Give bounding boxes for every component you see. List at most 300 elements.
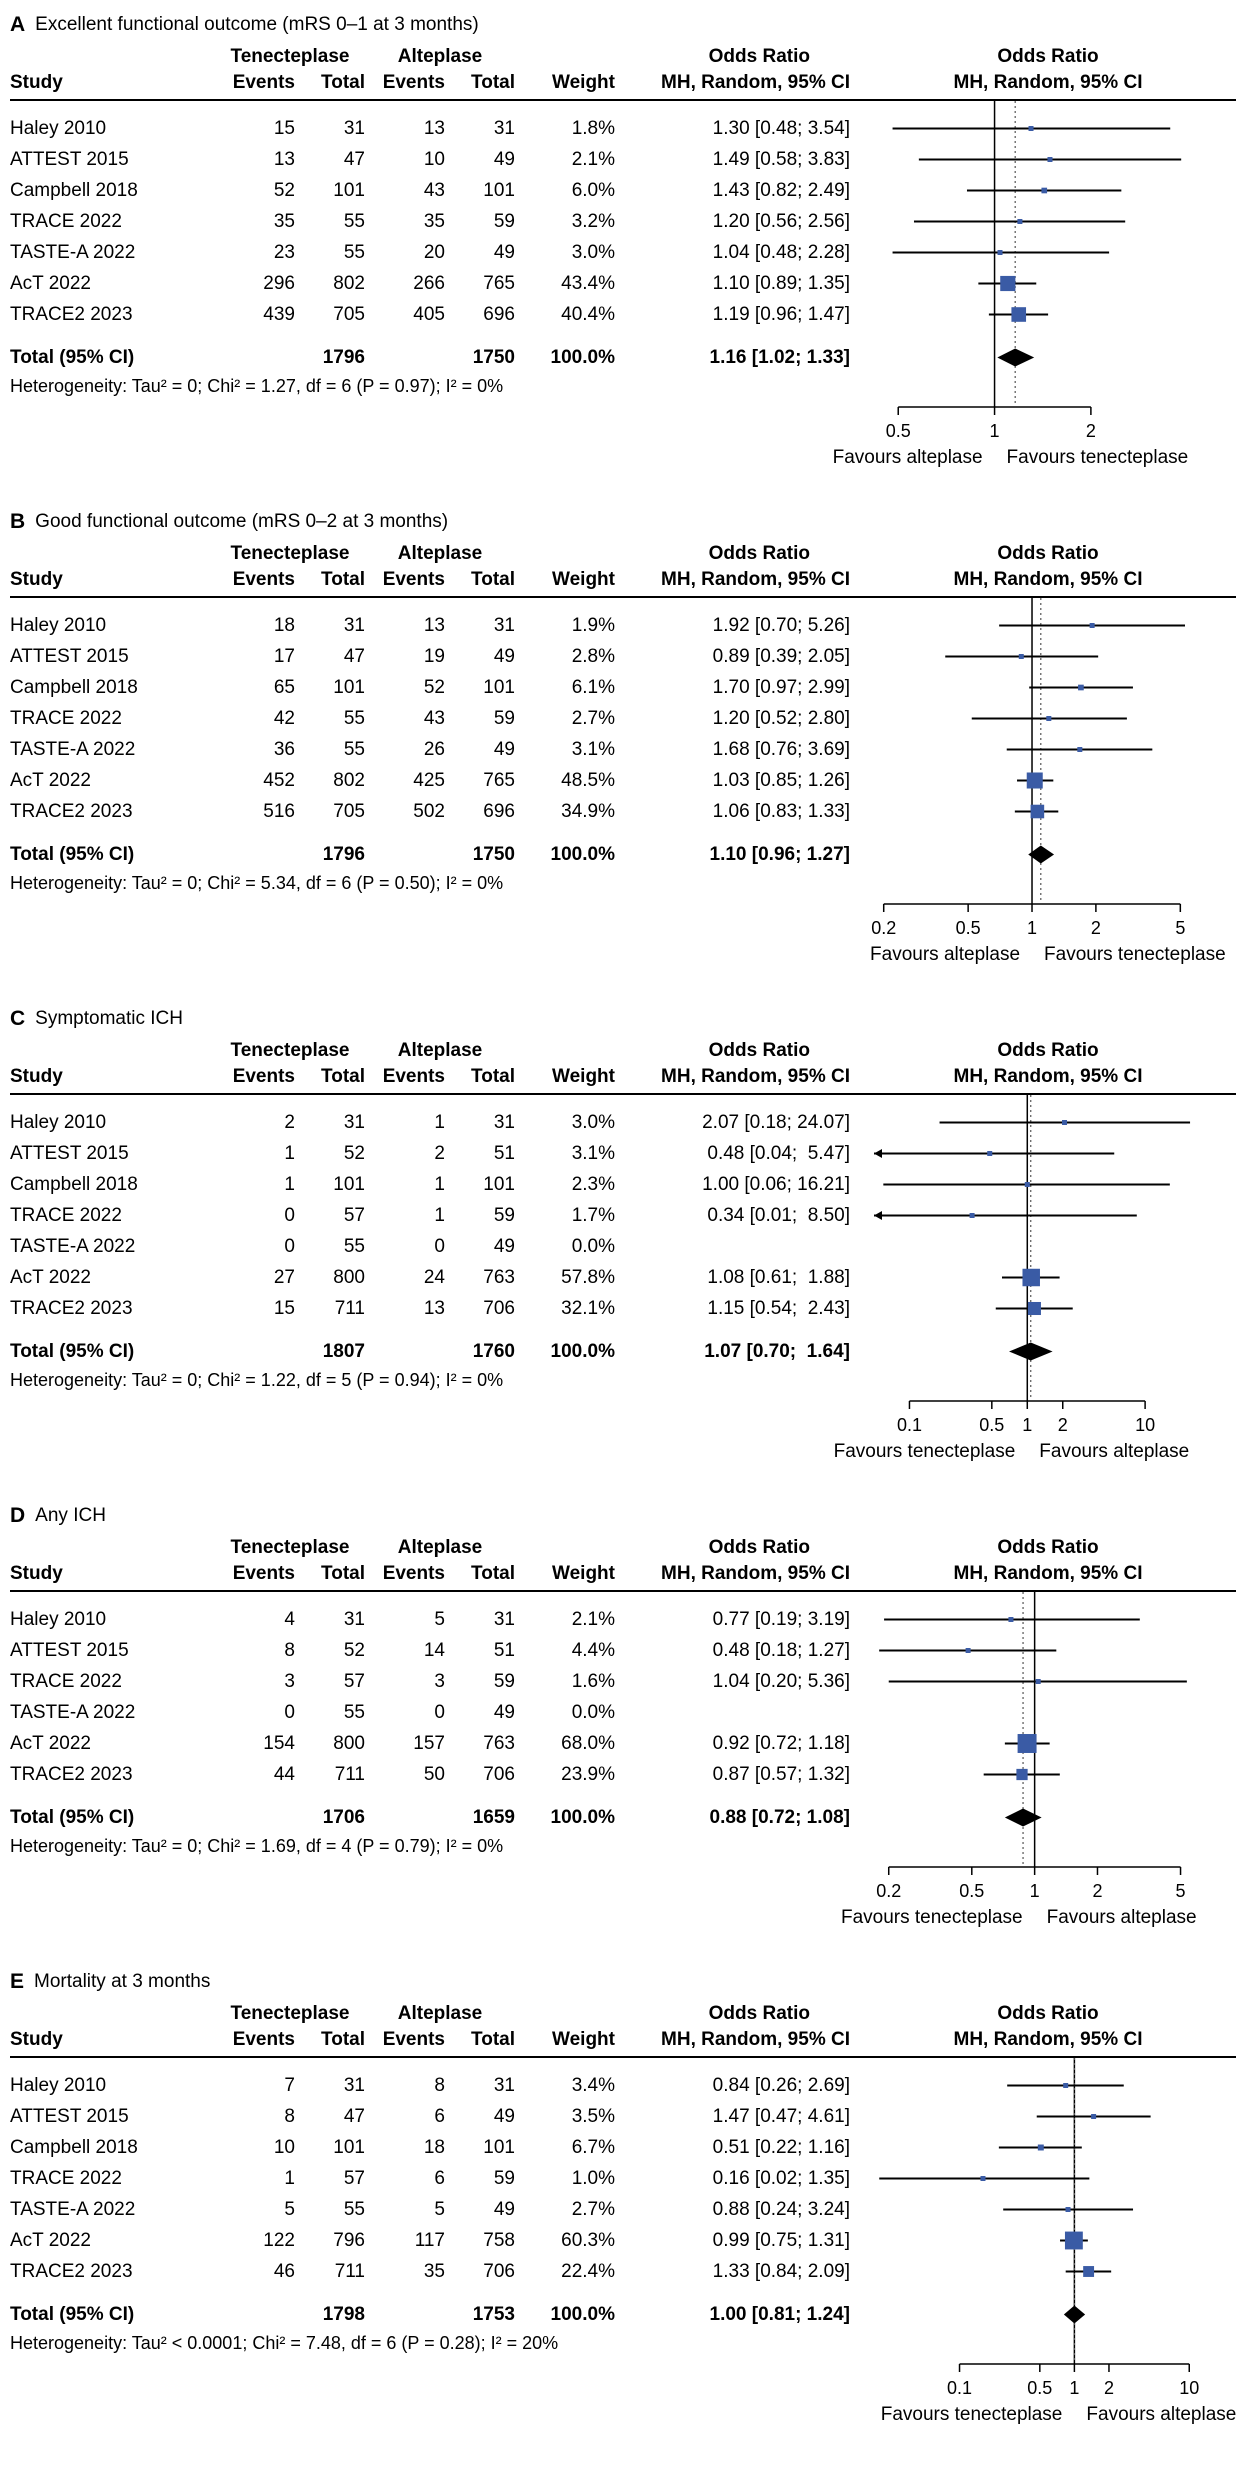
alt-total-cell: 758 xyxy=(483,2229,515,2251)
alt-total-cell: 49 xyxy=(493,1701,515,1723)
total-or-ci: 0.88 [0.72; 1.08] xyxy=(709,1806,850,1828)
ten-events-cell: 17 xyxy=(273,645,295,667)
or-ci-cell: 1.00 [0.06; 16.21] xyxy=(702,1173,850,1195)
or-ci-cell: 0.89 [0.39; 2.05] xyxy=(712,645,850,667)
x-axis-tick-label: 2 xyxy=(1092,1881,1103,1901)
or-square xyxy=(1062,1120,1067,1125)
or-square xyxy=(1065,2232,1083,2250)
ten-total-cell: 31 xyxy=(343,1608,365,1630)
or-ci-cell: 1.04 [0.48; 2.28] xyxy=(712,241,850,263)
ten-total-cell: 101 xyxy=(333,676,365,698)
weight-cell: 23.9% xyxy=(561,1763,615,1785)
ten-events-cell: 13 xyxy=(273,148,295,170)
odds-ratio-text-header: Odds Ratio xyxy=(708,46,810,67)
study-name: Campbell 2018 xyxy=(10,179,138,201)
alt-events-cell: 1 xyxy=(434,1111,445,1133)
alt-total-cell: 49 xyxy=(493,2105,515,2127)
total-ten-total: 1796 xyxy=(322,843,365,865)
panel-title xyxy=(10,1965,1246,1999)
weight-cell: 3.4% xyxy=(571,2074,615,2096)
ten-events-cell: 52 xyxy=(273,179,295,201)
weight-cell: 0.0% xyxy=(571,1235,615,1257)
weight-cell: 0.0% xyxy=(571,1701,615,1723)
alt-total-cell: 101 xyxy=(483,676,515,698)
or-square xyxy=(1025,1182,1030,1187)
x-axis-tick-label: 5 xyxy=(1175,1881,1186,1901)
ten-events-cell: 27 xyxy=(273,1266,295,1288)
alt-total-cell: 49 xyxy=(493,241,515,263)
col-group-alteplase: Alteplase xyxy=(397,1040,483,1061)
or-square xyxy=(1041,188,1047,194)
header-columns-row xyxy=(10,2025,1246,2051)
ten-total-cell: 711 xyxy=(334,1763,365,1785)
total-weight: 100.0% xyxy=(550,346,615,368)
header-groups-row xyxy=(10,1999,1246,2025)
x-axis-tick-label: 2 xyxy=(1090,918,1101,938)
ten-events-cell: 8 xyxy=(284,2105,295,2127)
ten-events-cell: 8 xyxy=(284,1639,295,1661)
total-ten-total: 1807 xyxy=(322,1340,365,1362)
or-ci-cell: 1.70 [0.97; 2.99] xyxy=(712,676,850,698)
odds-ratio-text-header: Odds Ratio xyxy=(708,2003,810,2024)
or-square xyxy=(1046,716,1051,721)
ten-events-cell: 65 xyxy=(273,676,295,698)
or-square xyxy=(987,1151,992,1156)
alt-events-cell: 157 xyxy=(413,1732,445,1754)
panel-title-text: Symptomatic ICH xyxy=(35,1008,183,1029)
weight-cell: 6.1% xyxy=(571,676,615,698)
or-square xyxy=(1036,1679,1041,1684)
total-alt-total: 1760 xyxy=(472,1340,515,1362)
heterogeneity-note: Heterogeneity: Tau² = 0; Chi² = 1.27, df = 6 (P = 0.97); I² = 0% xyxy=(10,375,504,396)
ci-arrow-left xyxy=(874,1149,882,1158)
forest-plot-D xyxy=(840,1592,1246,1929)
alt-events-cell: 13 xyxy=(423,1297,445,1319)
ten-total-cell: 55 xyxy=(343,707,365,729)
weight-cell: 34.9% xyxy=(561,800,615,822)
panel-letter: E xyxy=(10,1970,25,1993)
ten-events-cell: 46 xyxy=(273,2260,295,2282)
x-axis-tick-label: 1 xyxy=(1029,1881,1040,1901)
or-ci-cell: 1.20 [0.52; 2.80] xyxy=(712,707,850,729)
x-axis-tick-label: 0.5 xyxy=(955,918,981,938)
alt-total-cell: 706 xyxy=(483,1297,515,1319)
col-group-tenecteplase: Tenecteplase xyxy=(230,1040,350,1061)
ci-arrow-left xyxy=(874,1211,882,1220)
x-axis-tick-label: 2 xyxy=(1085,421,1096,441)
ten-events-cell: 439 xyxy=(263,303,295,325)
study-name: TRACE2 2023 xyxy=(10,800,133,822)
alt-events-cell: 24 xyxy=(423,1266,445,1288)
weight-cell: 40.4% xyxy=(561,303,615,325)
total-or-ci: 1.00 [0.81; 1.24] xyxy=(709,2303,850,2325)
alt-total-cell: 49 xyxy=(493,1235,515,1257)
header-columns-row xyxy=(10,1062,1246,1088)
panel-title-text: Excellent functional outcome (mRS 0–1 at 3 months) xyxy=(35,14,479,35)
alt-total-cell: 706 xyxy=(483,2260,515,2282)
col-or-ci-plot-header: MH, Random, 95% CI xyxy=(953,72,1143,93)
col-ten-events-header: Events xyxy=(232,2029,295,2050)
weight-cell: 1.8% xyxy=(571,117,615,139)
alt-events-cell: 35 xyxy=(423,2260,445,2282)
or-ci-cell: 0.87 [0.57; 1.32] xyxy=(712,1763,850,1785)
ten-total-cell: 31 xyxy=(343,1111,365,1133)
ten-events-cell: 35 xyxy=(273,210,295,232)
study-name: AcT 2022 xyxy=(10,1732,91,1754)
panel-title-text: Mortality at 3 months xyxy=(34,1971,211,1992)
alt-events-cell: 13 xyxy=(423,117,445,139)
x-axis-tick-label: 5 xyxy=(1175,918,1186,938)
or-square xyxy=(1078,685,1084,691)
favours-right-label: Favours alteplase xyxy=(1086,2404,1237,2425)
study-name: TRACE 2022 xyxy=(10,1670,122,1692)
ten-total-cell: 31 xyxy=(343,614,365,636)
col-weight-header: Weight xyxy=(552,1066,615,1087)
weight-cell: 2.7% xyxy=(571,707,615,729)
alt-events-cell: 8 xyxy=(434,2074,445,2096)
col-or-ci-header: MH, Random, 95% CI xyxy=(661,1066,850,1087)
alt-events-cell: 405 xyxy=(413,303,445,325)
panel-title-text: Good functional outcome (mRS 0–2 at 3 months) xyxy=(35,511,449,532)
ten-total-cell: 31 xyxy=(343,117,365,139)
ten-total-cell: 800 xyxy=(333,1732,365,1754)
ten-total-cell: 711 xyxy=(334,2260,365,2282)
col-group-alteplase: Alteplase xyxy=(397,1537,483,1558)
weight-cell: 3.5% xyxy=(571,2105,615,2127)
ten-events-cell: 1 xyxy=(284,2167,295,2189)
weight-cell: 3.2% xyxy=(571,210,615,232)
or-ci-cell: 0.88 [0.24; 3.24] xyxy=(712,2198,850,2220)
study-name: Haley 2010 xyxy=(10,1608,107,1630)
total-ten-total: 1796 xyxy=(322,346,365,368)
alt-total-cell: 49 xyxy=(493,148,515,170)
or-square xyxy=(1063,2083,1068,2088)
ten-events-cell: 44 xyxy=(273,1763,295,1785)
odds-ratio-plot-header: Odds Ratio xyxy=(997,1537,1099,1558)
study-name: TRACE2 2023 xyxy=(10,2260,133,2282)
col-weight-header: Weight xyxy=(552,569,615,590)
or-ci-cell: 0.84 [0.26; 2.69] xyxy=(712,2074,850,2096)
ten-events-cell: 5 xyxy=(284,2198,295,2220)
alt-events-cell: 6 xyxy=(434,2167,445,2189)
alt-events-cell: 52 xyxy=(423,676,445,698)
col-study-header: Study xyxy=(10,1563,63,1584)
ten-events-cell: 4 xyxy=(284,1608,295,1630)
or-square xyxy=(1018,1734,1037,1753)
study-name: Campbell 2018 xyxy=(10,1173,138,1195)
weight-cell: 22.4% xyxy=(561,2260,615,2282)
ten-events-cell: 122 xyxy=(263,2229,295,2251)
study-name: TRACE2 2023 xyxy=(10,303,133,325)
alt-events-cell: 43 xyxy=(423,707,445,729)
col-or-ci-plot-header: MH, Random, 95% CI xyxy=(953,2029,1143,2050)
alt-events-cell: 3 xyxy=(434,1670,445,1692)
ten-total-cell: 57 xyxy=(343,1204,365,1226)
col-ten-events-header: Events xyxy=(232,72,295,93)
heterogeneity-note: Heterogeneity: Tau² = 0; Chi² = 5.34, df = 6 (P = 0.50); I² = 0% xyxy=(10,872,504,893)
alt-events-cell: 26 xyxy=(423,738,445,760)
ten-events-cell: 15 xyxy=(273,117,295,139)
forest-plot-E xyxy=(850,2058,1246,2426)
alt-events-cell: 20 xyxy=(423,241,445,263)
study-name: TASTE-A 2022 xyxy=(10,738,136,760)
forest-plot-A xyxy=(832,101,1246,469)
header-groups-row xyxy=(10,1036,1246,1062)
alt-total-cell: 763 xyxy=(483,1266,515,1288)
study-name: ATTEST 2015 xyxy=(10,645,129,667)
total-label: Total (95% CI) xyxy=(10,2303,135,2325)
panel-title xyxy=(10,1002,1246,1036)
alt-total-cell: 765 xyxy=(483,769,515,791)
col-ten-events-header: Events xyxy=(232,1563,295,1584)
ten-events-cell: 10 xyxy=(273,2136,295,2158)
alt-total-cell: 59 xyxy=(493,210,515,232)
panel-title xyxy=(10,505,1246,539)
ten-total-cell: 47 xyxy=(343,148,365,170)
total-alt-total: 1753 xyxy=(472,2303,515,2325)
weight-cell: 6.0% xyxy=(571,179,615,201)
weight-cell: 3.0% xyxy=(571,1111,615,1133)
col-ten-total-header: Total xyxy=(321,569,365,590)
alt-total-cell: 763 xyxy=(483,1732,515,1754)
x-axis-tick-label: 2 xyxy=(1057,1415,1068,1435)
odds-ratio-plot-header: Odds Ratio xyxy=(997,1040,1099,1061)
ten-total-cell: 800 xyxy=(333,1266,365,1288)
col-alt-events-header: Events xyxy=(382,1563,445,1584)
alt-events-cell: 2 xyxy=(434,1142,445,1164)
or-ci-cell: 1.30 [0.48; 3.54] xyxy=(712,117,850,139)
or-square xyxy=(1022,1269,1039,1286)
col-ten-events-header: Events xyxy=(232,569,295,590)
x-axis-tick-label: 1 xyxy=(1027,918,1038,938)
col-ten-total-header: Total xyxy=(321,1066,365,1087)
study-name: TASTE-A 2022 xyxy=(10,241,136,263)
weight-cell: 32.1% xyxy=(561,1297,615,1319)
col-group-alteplase: Alteplase xyxy=(397,46,483,67)
x-axis-tick-label: 0.5 xyxy=(979,1415,1005,1435)
odds-ratio-plot-header: Odds Ratio xyxy=(997,46,1099,67)
ten-events-cell: 296 xyxy=(263,272,295,294)
heterogeneity-note: Heterogeneity: Tau² = 0; Chi² = 1.22, df = 5 (P = 0.94); I² = 0% xyxy=(10,1369,504,1390)
x-axis-tick-label: 0.1 xyxy=(947,2378,973,2398)
alt-total-cell: 59 xyxy=(493,707,515,729)
ten-events-cell: 36 xyxy=(273,738,295,760)
col-or-ci-plot-header: MH, Random, 95% CI xyxy=(953,1563,1143,1584)
total-weight: 100.0% xyxy=(550,1806,615,1828)
or-square xyxy=(1028,1302,1041,1315)
ten-total-cell: 52 xyxy=(343,1142,365,1164)
x-axis-tick-label: 0.5 xyxy=(885,421,911,441)
alt-events-cell: 0 xyxy=(434,1701,445,1723)
forest-panel-A xyxy=(10,8,1246,471)
weight-cell: 3.1% xyxy=(571,1142,615,1164)
weight-cell: 43.4% xyxy=(561,272,615,294)
or-square xyxy=(1000,276,1015,291)
col-ten-total-header: Total xyxy=(321,72,365,93)
favours-left-label: Favours tenecteplase xyxy=(833,1441,1016,1462)
or-ci-cell: 1.43 [0.82; 2.49] xyxy=(712,179,850,201)
or-ci-cell: 0.48 [0.18; 1.27] xyxy=(712,1639,850,1661)
total-alt-total: 1659 xyxy=(472,1806,515,1828)
ten-total-cell: 31 xyxy=(343,2074,365,2096)
ten-total-cell: 57 xyxy=(343,2167,365,2189)
favours-left-label: Favours tenecteplase xyxy=(840,1907,1023,1928)
ten-events-cell: 154 xyxy=(263,1732,295,1754)
col-alt-total-header: Total xyxy=(471,1563,515,1584)
alt-events-cell: 35 xyxy=(423,210,445,232)
weight-cell: 2.1% xyxy=(571,1608,615,1630)
col-study-header: Study xyxy=(10,72,63,93)
alt-total-cell: 59 xyxy=(493,1204,515,1226)
ten-total-cell: 47 xyxy=(343,2105,365,2127)
alt-total-cell: 765 xyxy=(483,272,515,294)
alt-events-cell: 19 xyxy=(423,645,445,667)
alt-events-cell: 10 xyxy=(423,148,445,170)
study-name: Haley 2010 xyxy=(10,117,107,139)
ten-total-cell: 101 xyxy=(333,2136,365,2158)
col-group-alteplase: Alteplase xyxy=(397,543,483,564)
favours-left-label: Favours tenecteplase xyxy=(880,2404,1063,2425)
ten-total-cell: 55 xyxy=(343,1701,365,1723)
or-square xyxy=(1091,2114,1096,2119)
alt-total-cell: 51 xyxy=(493,1639,515,1661)
ten-total-cell: 802 xyxy=(333,769,365,791)
alt-events-cell: 43 xyxy=(423,179,445,201)
forest-panel-C xyxy=(10,1002,1246,1465)
ten-total-cell: 705 xyxy=(333,800,365,822)
heterogeneity-note: Heterogeneity: Tau² = 0; Chi² = 1.69, df = 4 (P = 0.79); I² = 0% xyxy=(10,1835,504,1856)
or-ci-cell: 0.48 [0.04; 5.47] xyxy=(707,1142,850,1164)
weight-cell: 2.8% xyxy=(571,645,615,667)
study-name: Haley 2010 xyxy=(10,614,107,636)
alt-events-cell: 0 xyxy=(434,1235,445,1257)
weight-cell: 60.3% xyxy=(561,2229,615,2251)
col-alt-events-header: Events xyxy=(382,1066,445,1087)
ten-events-cell: 0 xyxy=(284,1235,295,1257)
or-ci-cell: 1.15 [0.54; 2.43] xyxy=(707,1297,850,1319)
col-group-tenecteplase: Tenecteplase xyxy=(230,46,350,67)
x-axis-tick-label: 0.2 xyxy=(871,918,897,938)
col-group-tenecteplase: Tenecteplase xyxy=(230,2003,350,2024)
or-square xyxy=(1029,126,1034,131)
or-ci-cell: 1.20 [0.56; 2.56] xyxy=(712,210,850,232)
alt-total-cell: 49 xyxy=(493,2198,515,2220)
alt-total-cell: 59 xyxy=(493,2167,515,2189)
ten-total-cell: 802 xyxy=(333,272,365,294)
alt-events-cell: 502 xyxy=(413,800,445,822)
ten-events-cell: 0 xyxy=(284,1204,295,1226)
study-name: TRACE2 2023 xyxy=(10,1297,133,1319)
weight-cell: 1.9% xyxy=(571,614,615,636)
or-square xyxy=(1008,1617,1013,1622)
study-name: Haley 2010 xyxy=(10,2074,107,2096)
or-square xyxy=(1011,307,1026,322)
alt-total-cell: 31 xyxy=(493,1608,515,1630)
weight-cell: 3.0% xyxy=(571,241,615,263)
or-square xyxy=(1027,772,1043,788)
alt-events-cell: 14 xyxy=(423,1639,445,1661)
study-name: TRACE 2022 xyxy=(10,2167,122,2189)
favours-right-label: Favours tenecteplase xyxy=(1006,447,1189,468)
or-ci-cell: 1.47 [0.47; 4.61] xyxy=(712,2105,850,2127)
or-ci-cell: 1.68 [0.76; 3.69] xyxy=(712,738,850,760)
or-ci-cell: 0.16 [0.02; 1.35] xyxy=(712,2167,850,2189)
ten-total-cell: 57 xyxy=(343,1670,365,1692)
or-square xyxy=(1090,623,1095,628)
ten-events-cell: 18 xyxy=(273,614,295,636)
or-ci-cell: 1.49 [0.58; 3.83] xyxy=(712,148,850,170)
x-axis-tick-label: 0.5 xyxy=(1027,2378,1053,2398)
ten-total-cell: 52 xyxy=(343,1639,365,1661)
total-label: Total (95% CI) xyxy=(10,346,135,368)
total-label: Total (95% CI) xyxy=(10,1806,135,1828)
col-group-tenecteplase: Tenecteplase xyxy=(230,543,350,564)
or-square xyxy=(1017,219,1022,224)
or-ci-cell: 1.92 [0.70; 5.26] xyxy=(712,614,850,636)
total-alt-total: 1750 xyxy=(472,843,515,865)
header-columns-row xyxy=(10,565,1246,591)
x-axis-tick-label: 0.5 xyxy=(959,1881,985,1901)
col-group-alteplase: Alteplase xyxy=(397,2003,483,2024)
total-or-ci: 1.10 [0.96; 1.27] xyxy=(709,843,850,865)
weight-cell: 3.1% xyxy=(571,738,615,760)
or-square xyxy=(980,2176,985,2181)
ten-total-cell: 55 xyxy=(343,210,365,232)
weight-cell: 57.8% xyxy=(561,1266,615,1288)
col-ten-events-header: Events xyxy=(232,1066,295,1087)
header-columns-row xyxy=(10,1559,1246,1585)
col-weight-header: Weight xyxy=(552,72,615,93)
study-name: Campbell 2018 xyxy=(10,2136,138,2158)
or-ci-cell: 1.04 [0.20; 5.36] xyxy=(712,1670,850,1692)
ten-events-cell: 1 xyxy=(284,1173,295,1195)
heterogeneity-note: Heterogeneity: Tau² < 0.0001; Chi² = 7.48, df = 6 (P = 0.28); I² = 20% xyxy=(10,2332,559,2353)
ten-events-cell: 42 xyxy=(273,707,295,729)
col-alt-events-header: Events xyxy=(382,72,445,93)
forest-plot-B xyxy=(850,598,1246,966)
col-or-ci-plot-header: MH, Random, 95% CI xyxy=(953,569,1143,590)
ten-events-cell: 3 xyxy=(284,1670,295,1692)
col-study-header: Study xyxy=(10,2029,63,2050)
alt-events-cell: 266 xyxy=(413,272,445,294)
alt-events-cell: 50 xyxy=(423,1763,445,1785)
forest-panel-D xyxy=(10,1499,1246,1931)
alt-total-cell: 49 xyxy=(493,645,515,667)
alt-events-cell: 13 xyxy=(423,614,445,636)
x-axis-tick-label: 1 xyxy=(1069,2378,1080,2398)
total-or-ci: 1.07 [0.70; 1.64] xyxy=(704,1340,850,1362)
odds-ratio-text-header: Odds Ratio xyxy=(708,1537,810,1558)
or-ci-cell: 1.19 [0.96; 1.47] xyxy=(712,303,850,325)
ten-events-cell: 7 xyxy=(284,2074,295,2096)
ten-events-cell: 1 xyxy=(284,1142,295,1164)
col-or-ci-header: MH, Random, 95% CI xyxy=(661,72,850,93)
ten-total-cell: 55 xyxy=(343,241,365,263)
or-ci-cell: 0.34 [0.01; 8.50] xyxy=(707,1204,850,1226)
col-alt-total-header: Total xyxy=(471,569,515,590)
weight-cell: 1.7% xyxy=(571,1204,615,1226)
odds-ratio-plot-header: Odds Ratio xyxy=(997,2003,1099,2024)
panel-letter: C xyxy=(10,1007,26,1030)
col-alt-total-header: Total xyxy=(471,72,515,93)
alt-total-cell: 101 xyxy=(483,1173,515,1195)
total-ten-total: 1706 xyxy=(322,1806,365,1828)
odds-ratio-plot-header: Odds Ratio xyxy=(997,543,1099,564)
weight-cell: 48.5% xyxy=(561,769,615,791)
alt-total-cell: 101 xyxy=(483,2136,515,2158)
favours-right-label: Favours alteplase xyxy=(1039,1441,1190,1462)
or-square xyxy=(1016,1769,1027,1780)
